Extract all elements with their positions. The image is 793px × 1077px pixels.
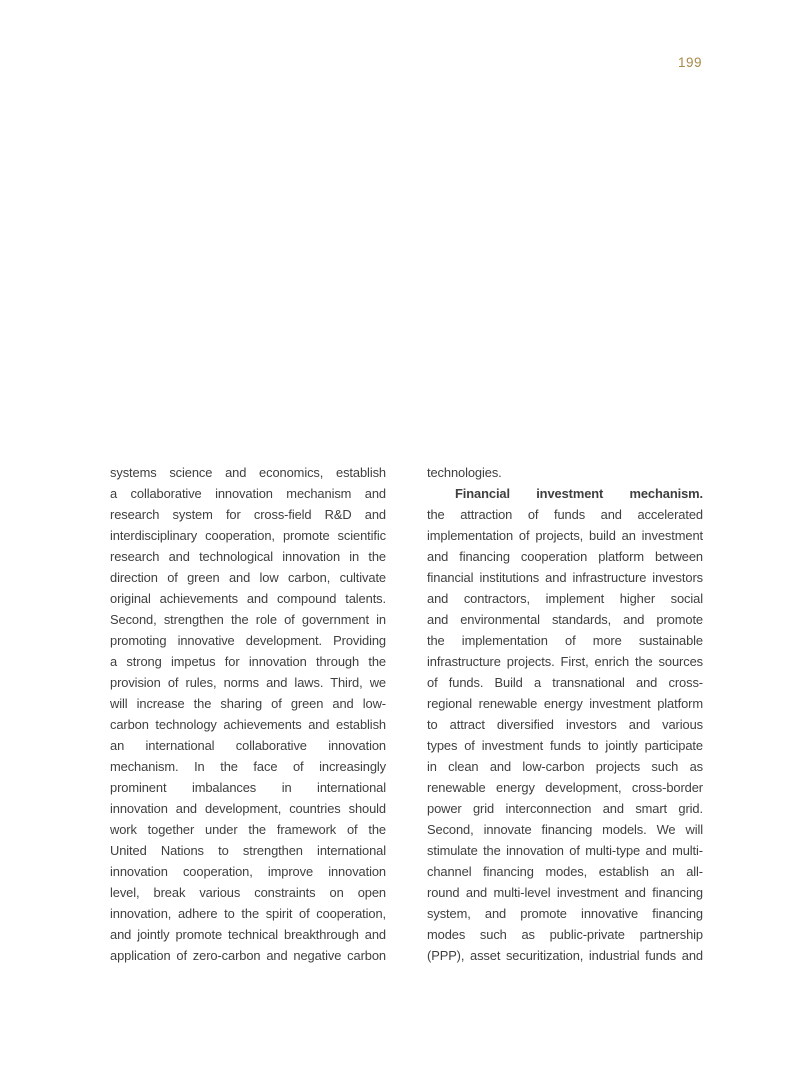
- text-line: and environmental standards, and promote: [427, 612, 703, 627]
- page-number: 199: [677, 55, 702, 70]
- text-line: research and technological innovation in the: [110, 549, 386, 564]
- text-line: Second, innovate financing models. We will: [427, 822, 703, 837]
- paragraph-lead-in: Financial investment mechanism.: [455, 486, 703, 501]
- text-line: carbon technology achievements and establish: [110, 717, 386, 732]
- text-line: power grid interconnection and smart grid.: [427, 801, 703, 816]
- text-line: interdisciplinary cooperation, promote scientific: [110, 528, 386, 543]
- text-line: renewable energy development, cross-border: [427, 780, 703, 795]
- text-line: financial institutions and infrastructure investors: [427, 570, 703, 585]
- text-line: infrastructure projects. First, enrich the sources: [427, 654, 703, 669]
- right-text-column: [427, 462, 703, 966]
- text-line: and jointly promote technical breakthrough and: [110, 927, 386, 942]
- text-line: systems science and economics, establish: [110, 465, 386, 480]
- text-line: system, and promote innovative financing: [427, 906, 703, 921]
- text-line: regional renewable energy investment platform: [427, 696, 703, 711]
- text-line: mechanism. In the face of increasingly: [110, 759, 386, 774]
- text-line: original achievements and compound talents.: [110, 591, 386, 606]
- text-line: a collaborative innovation mechanism and: [110, 486, 386, 501]
- text-line: of funds. Build a transnational and cross-: [427, 675, 703, 690]
- text-line: stimulate the innovation of multi-type and multi-: [427, 843, 703, 858]
- text-line: an international collaborative innovation: [110, 738, 386, 753]
- text-line: (PPP), asset securitization, industrial funds and: [427, 948, 703, 963]
- text-line: prominent imbalances in international: [110, 780, 386, 795]
- text-line: and financing cooperation platform between: [427, 549, 703, 564]
- text-line: implementation of projects, build an investment: [427, 528, 703, 543]
- text-line: and contractors, implement higher social: [427, 591, 703, 606]
- text-line: a strong impetus for innovation through the: [110, 654, 386, 669]
- text-line: innovation, adhere to the spirit of cooperation,: [110, 906, 386, 921]
- text-line: provision of rules, norms and laws. Third, we: [110, 675, 386, 690]
- text-line: types of investment funds to jointly participate: [427, 738, 703, 753]
- text-line: application of zero-carbon and negative carbon: [110, 948, 386, 963]
- text-line: innovation cooperation, improve innovation: [110, 864, 386, 879]
- text-line: modes such as public-private partnership: [427, 927, 703, 942]
- text-line: work together under the framework of the: [110, 822, 386, 837]
- text-line: in clean and low-carbon projects such as: [427, 759, 703, 774]
- text-line: direction of green and low carbon, cultivate: [110, 570, 386, 585]
- text-line: the attraction of funds and accelerated: [427, 507, 703, 522]
- left-text-column: [110, 462, 386, 966]
- text-line: round and multi-level investment and financing: [427, 885, 703, 900]
- text-line: [427, 483, 703, 504]
- text-line: promoting innovative development. Providing: [110, 633, 386, 648]
- text-line: research system for cross-field R&D and: [110, 507, 386, 522]
- text-line: level, break various constraints on open: [110, 885, 386, 900]
- text-line: innovation and development, countries should: [110, 801, 386, 816]
- text-line: the implementation of more sustainable: [427, 633, 703, 648]
- text-line: will increase the sharing of green and low-: [110, 696, 386, 711]
- text-line: United Nations to strengthen international: [110, 843, 386, 858]
- text-line: channel financing modes, establish an all-: [427, 864, 703, 879]
- text-line: technologies.: [427, 465, 502, 480]
- text-line: to attract diversified investors and various: [427, 717, 703, 732]
- text-line: Second, strengthen the role of government in: [110, 612, 386, 627]
